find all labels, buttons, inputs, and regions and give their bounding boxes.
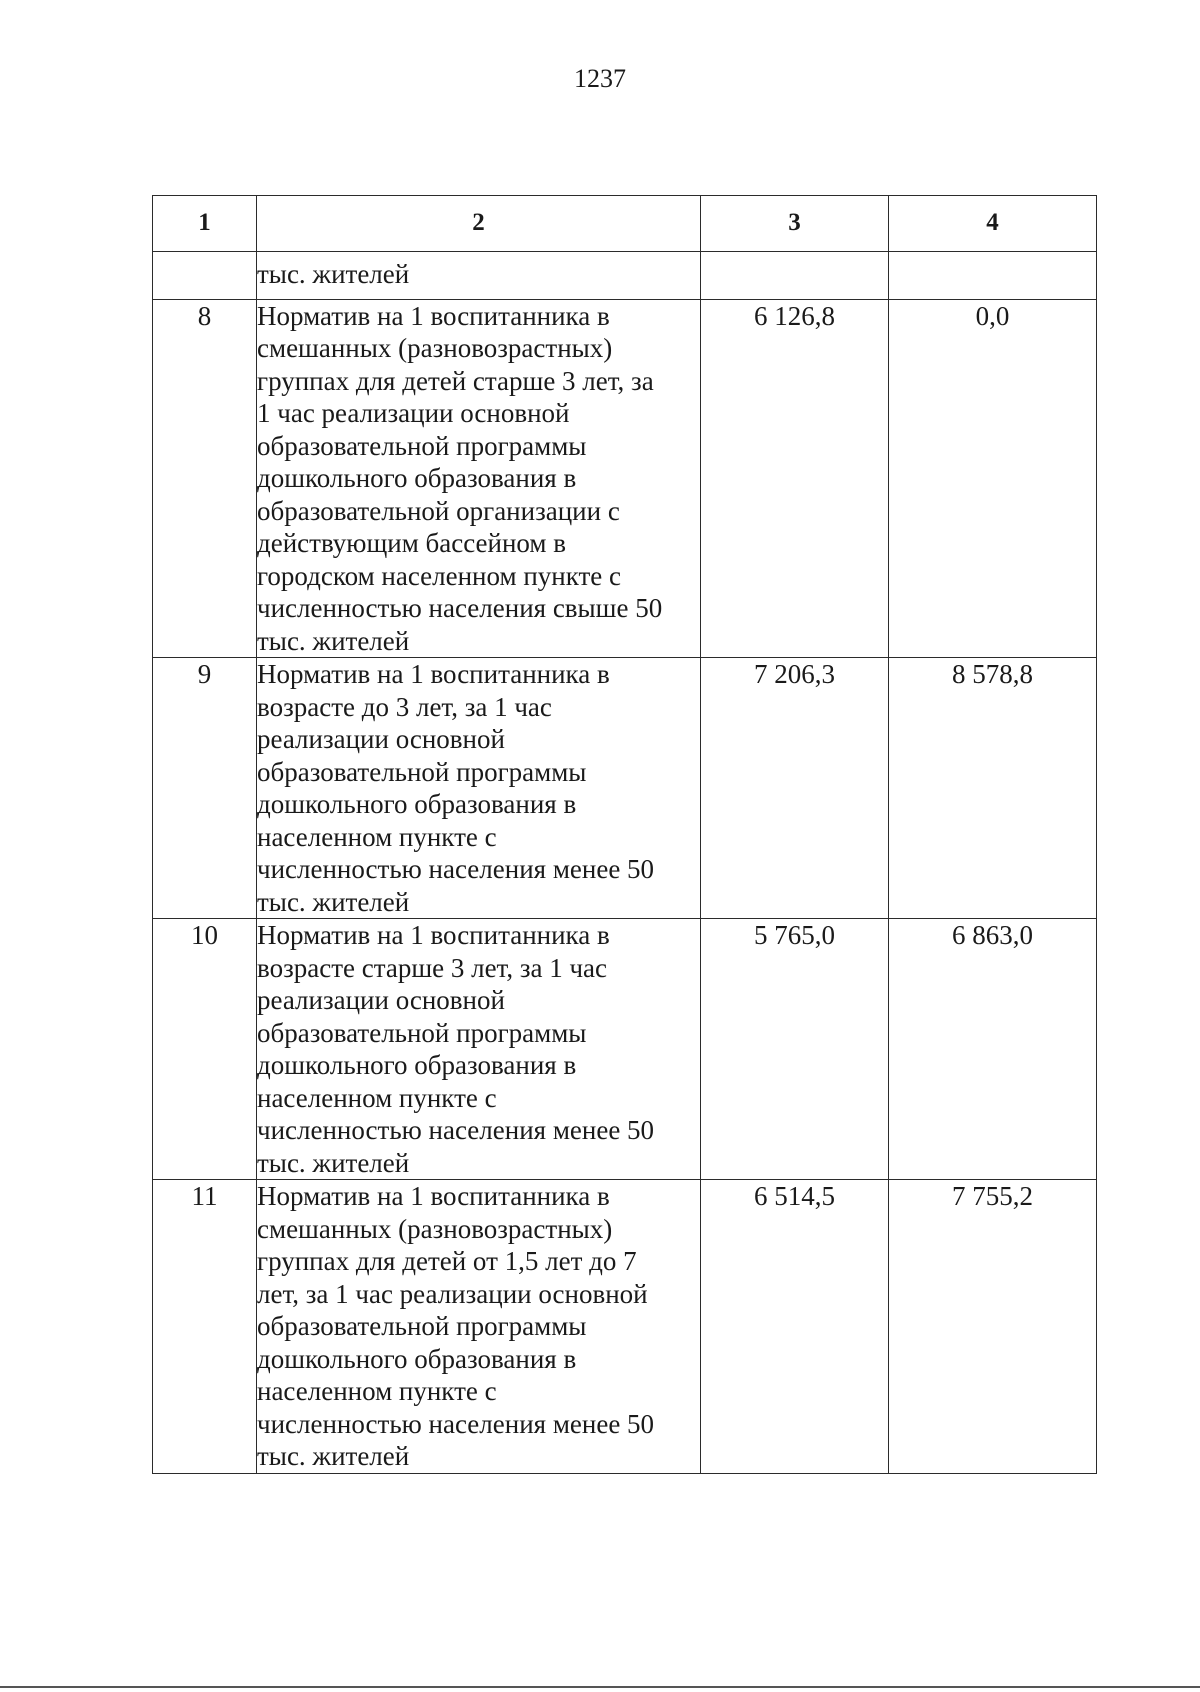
description-line: тыс. жителей: [257, 1147, 410, 1178]
description-line: численностью населения менее 50: [257, 1408, 655, 1439]
row-description: [257, 1180, 701, 1474]
value-column-3: 6 126,8: [701, 299, 889, 658]
description-line: образовательной программы: [257, 1311, 587, 1341]
description-line: городском населенном пункте с: [257, 560, 621, 591]
value-column-3: 7 206,3: [701, 658, 889, 919]
row-description: [257, 299, 701, 658]
description-line: Норматив на 1 воспитанника в: [257, 1181, 610, 1211]
description-line: Норматив на 1 воспитанника в: [257, 659, 610, 689]
value-column-4: 6 863,0: [889, 919, 1097, 1180]
description-line: смешанных (разновозрастных): [257, 1213, 613, 1244]
description-line: дошкольного образования в: [257, 789, 577, 819]
row-number: 11: [153, 1180, 257, 1474]
description-line: 1 час реализации основной: [257, 398, 570, 428]
description-line: лет, за 1 час реализации основной: [257, 1278, 648, 1309]
description-line: смешанных (разновозрастных): [257, 333, 613, 363]
description-line: тыс. жителей: [257, 625, 410, 656]
description-line: населенном пункте с: [257, 1376, 497, 1406]
normatives-table: [152, 195, 1097, 1474]
column-header-3: 3: [701, 196, 889, 252]
row-number: 10: [153, 919, 257, 1180]
description-line: тыс. жителей: [257, 886, 410, 917]
table-row: [153, 658, 1097, 919]
row-number: 9: [153, 658, 257, 919]
table-cell: [889, 252, 1097, 300]
description-line: образовательной программы: [257, 1017, 587, 1048]
description-line: численностью населения менее 50: [257, 854, 655, 884]
table-cell: [701, 252, 889, 300]
description-line: возрасте старше 3 лет, за 1 час: [257, 952, 608, 983]
column-header-1: 1: [153, 196, 257, 252]
value-column-3: 5 765,0: [701, 919, 889, 1180]
description-line: возрасте до 3 лет, за 1 час: [257, 691, 552, 722]
table-header-row: [153, 196, 1097, 252]
description-line: группах для детей старше 3 лет, за: [257, 365, 654, 396]
value-column-4: 0,0: [889, 299, 1097, 658]
row-description: [257, 658, 701, 919]
column-header-4: 4: [889, 196, 1097, 252]
description-line: численностью населения менее 50: [257, 1115, 655, 1145]
description-line: Норматив на 1 воспитанника в: [257, 920, 610, 950]
description-line: дошкольного образования в: [257, 463, 577, 493]
column-header-2: 2: [257, 196, 701, 252]
description-line: группах для детей от 1,5 лет до 7: [257, 1246, 637, 1276]
continuation-row: [153, 252, 1097, 300]
description-line: Норматив на 1 воспитанника в: [257, 300, 610, 331]
row-number: 8: [153, 299, 257, 658]
value-column-4: 8 578,8: [889, 658, 1097, 919]
description-line: дошкольного образования в: [257, 1343, 577, 1374]
table-row: [153, 919, 1097, 1180]
description-line: дошкольного образования в: [257, 1050, 577, 1080]
description-line: населенном пункте с: [257, 1082, 497, 1113]
continuation-text: тыс. жителей: [257, 252, 701, 300]
table-cell: [153, 252, 257, 300]
description-line: образовательной программы: [257, 430, 587, 461]
description-line: населенном пункте с: [257, 821, 497, 852]
value-column-3: 6 514,5: [701, 1180, 889, 1474]
page-bottom-rule: [0, 1686, 1200, 1688]
description-line: реализации основной: [257, 724, 505, 754]
table-body: [153, 252, 1097, 1474]
table-row: [153, 1180, 1097, 1474]
description-line: действующим бассейном в: [257, 528, 566, 558]
value-column-4: 7 755,2: [889, 1180, 1097, 1474]
description-line: реализации основной: [257, 985, 505, 1015]
row-description: [257, 919, 701, 1180]
description-line: образовательной программы: [257, 756, 587, 787]
description-line: численностью населения свыше 50: [257, 593, 663, 623]
page-number: 1237: [574, 64, 626, 93]
description-line: тыс. жителей: [257, 1441, 410, 1471]
table-row: [153, 299, 1097, 658]
description-line: образовательной организации с: [257, 495, 620, 526]
